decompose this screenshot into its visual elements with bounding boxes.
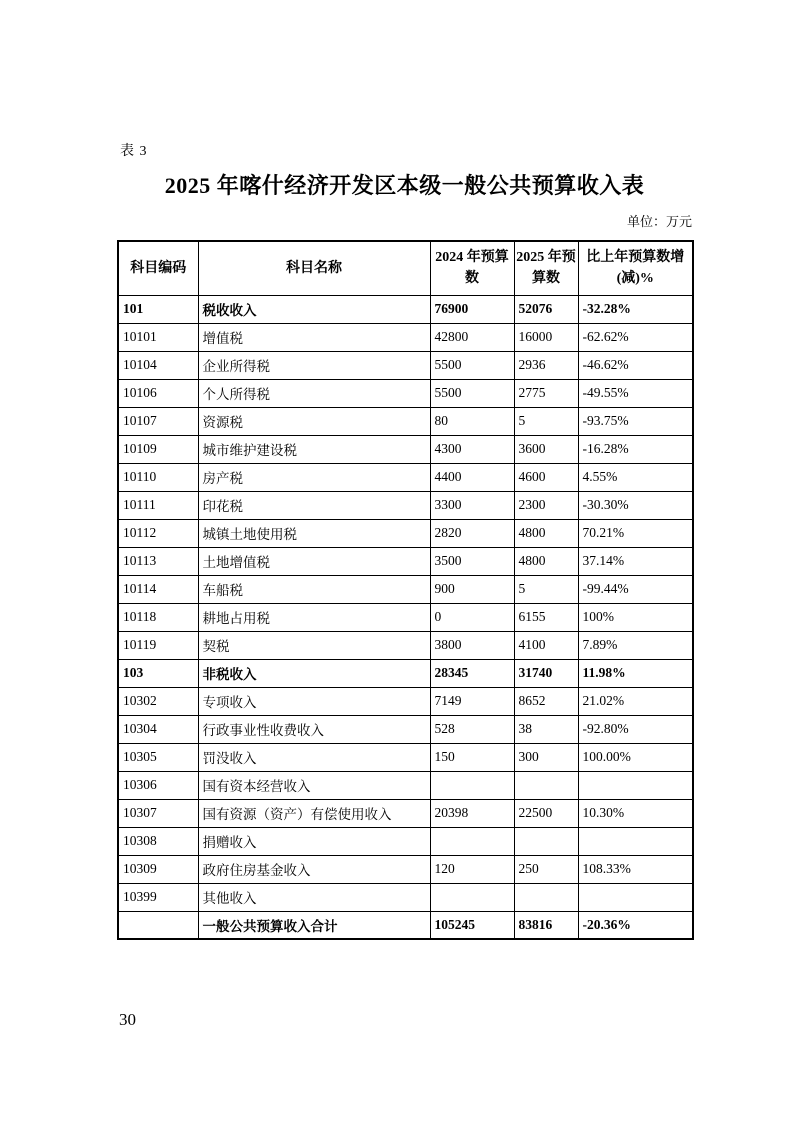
cell-name: 印花税 <box>198 491 430 519</box>
cell-y2025: 300 <box>514 743 578 771</box>
cell-code <box>118 911 198 939</box>
cell-pct: -30.30% <box>578 491 693 519</box>
table-row <box>118 463 693 491</box>
cell-pct: 11.98% <box>578 659 693 687</box>
cell-y2025: 52076 <box>514 295 578 323</box>
cell-pct: 108.33% <box>578 855 693 883</box>
cell-y2024: 120 <box>430 855 514 883</box>
cell-code: 10107 <box>118 407 198 435</box>
column-header-change: 比上年预算数增(减)% <box>578 241 693 295</box>
cell-code: 10118 <box>118 603 198 631</box>
cell-y2024: 5500 <box>430 379 514 407</box>
table-body <box>118 295 693 939</box>
cell-name: 其他收入 <box>198 883 430 911</box>
table-row <box>118 883 693 911</box>
cell-name: 耕地占用税 <box>198 603 430 631</box>
cell-name: 罚没收入 <box>198 743 430 771</box>
cell-pct <box>578 827 693 855</box>
unit-note: 单位：万元 <box>626 214 692 229</box>
cell-y2024: 4300 <box>430 435 514 463</box>
cell-y2025: 83816 <box>514 911 578 939</box>
table-row <box>118 547 693 575</box>
budget-revenue-table <box>117 240 694 940</box>
cell-y2024: 528 <box>430 715 514 743</box>
cell-y2024: 105245 <box>430 911 514 939</box>
cell-name: 国有资本经营收入 <box>198 771 430 799</box>
table-row <box>118 631 693 659</box>
cell-code: 10101 <box>118 323 198 351</box>
cell-pct: -20.36% <box>578 911 693 939</box>
cell-y2024: 80 <box>430 407 514 435</box>
cell-name: 捐赠收入 <box>198 827 430 855</box>
cell-name: 房产税 <box>198 463 430 491</box>
cell-y2025: 4800 <box>514 519 578 547</box>
cell-code: 10309 <box>118 855 198 883</box>
cell-y2024: 42800 <box>430 323 514 351</box>
cell-pct: -99.44% <box>578 575 693 603</box>
cell-name: 企业所得税 <box>198 351 430 379</box>
cell-y2025: 250 <box>514 855 578 883</box>
table-row <box>118 855 693 883</box>
cell-name: 专项收入 <box>198 687 430 715</box>
column-header-2025: 2025 年预算数 <box>514 241 578 295</box>
cell-code: 10119 <box>118 631 198 659</box>
cell-y2025 <box>514 883 578 911</box>
cell-y2025: 3600 <box>514 435 578 463</box>
cell-y2025: 4800 <box>514 547 578 575</box>
table-row <box>118 407 693 435</box>
cell-code: 10109 <box>118 435 198 463</box>
cell-pct: 7.89% <box>578 631 693 659</box>
table-row <box>118 771 693 799</box>
cell-pct: -16.28% <box>578 435 693 463</box>
cell-code: 10106 <box>118 379 198 407</box>
cell-y2025: 2936 <box>514 351 578 379</box>
cell-y2024 <box>430 771 514 799</box>
cell-y2025: 31740 <box>514 659 578 687</box>
cell-y2024: 5500 <box>430 351 514 379</box>
cell-name: 非税收入 <box>198 659 430 687</box>
cell-y2025: 8652 <box>514 687 578 715</box>
cell-y2025: 38 <box>514 715 578 743</box>
cell-pct: -62.62% <box>578 323 693 351</box>
table-row <box>118 827 693 855</box>
cell-code: 10305 <box>118 743 198 771</box>
cell-pct: 37.14% <box>578 547 693 575</box>
cell-y2025: 6155 <box>514 603 578 631</box>
cell-name: 税收收入 <box>198 295 430 323</box>
cell-name: 行政事业性收费收入 <box>198 715 430 743</box>
cell-pct: -93.75% <box>578 407 693 435</box>
cell-pct <box>578 883 693 911</box>
cell-pct: 21.02% <box>578 687 693 715</box>
table-row <box>118 715 693 743</box>
cell-name: 城市维护建设税 <box>198 435 430 463</box>
cell-code: 10114 <box>118 575 198 603</box>
cell-code: 10112 <box>118 519 198 547</box>
table-row <box>118 295 693 323</box>
cell-y2024 <box>430 827 514 855</box>
header-row <box>118 241 693 295</box>
page-number: 30 <box>119 1010 136 1029</box>
cell-y2025 <box>514 827 578 855</box>
column-header-code: 科目编码 <box>118 241 198 295</box>
cell-y2024: 76900 <box>430 295 514 323</box>
cell-y2025: 2300 <box>514 491 578 519</box>
cell-name: 城镇土地使用税 <box>198 519 430 547</box>
cell-code: 10104 <box>118 351 198 379</box>
cell-code: 10399 <box>118 883 198 911</box>
cell-name: 个人所得税 <box>198 379 430 407</box>
cell-pct: -49.55% <box>578 379 693 407</box>
cell-pct: 100.00% <box>578 743 693 771</box>
cell-pct: -32.28% <box>578 295 693 323</box>
cell-y2024: 7149 <box>430 687 514 715</box>
cell-y2025: 16000 <box>514 323 578 351</box>
cell-y2025: 22500 <box>514 799 578 827</box>
table-row <box>118 659 693 687</box>
table-row <box>118 743 693 771</box>
cell-code: 10111 <box>118 491 198 519</box>
table-row <box>118 323 693 351</box>
cell-name: 增值税 <box>198 323 430 351</box>
cell-y2024: 0 <box>430 603 514 631</box>
cell-y2025: 4100 <box>514 631 578 659</box>
cell-y2024: 3800 <box>430 631 514 659</box>
table-row <box>118 519 693 547</box>
cell-pct: 70.21% <box>578 519 693 547</box>
cell-code: 10308 <box>118 827 198 855</box>
cell-pct: -46.62% <box>578 351 693 379</box>
column-header-2024: 2024 年预算数 <box>430 241 514 295</box>
cell-name: 资源税 <box>198 407 430 435</box>
cell-code: 10110 <box>118 463 198 491</box>
cell-y2025: 5 <box>514 407 578 435</box>
cell-y2025: 4600 <box>514 463 578 491</box>
cell-pct: 4.55% <box>578 463 693 491</box>
cell-name: 契税 <box>198 631 430 659</box>
cell-name: 一般公共预算收入合计 <box>198 911 430 939</box>
cell-y2025: 2775 <box>514 379 578 407</box>
table-row <box>118 799 693 827</box>
cell-code: 103 <box>118 659 198 687</box>
table-row <box>118 491 693 519</box>
cell-y2024 <box>430 883 514 911</box>
cell-y2024: 28345 <box>430 659 514 687</box>
page-title: 2025 年喀什经济开发区本级一般公共预算收入表 <box>164 173 645 198</box>
table-row <box>118 603 693 631</box>
table-row <box>118 687 693 715</box>
cell-y2025 <box>514 771 578 799</box>
cell-y2025: 5 <box>514 575 578 603</box>
table-row <box>118 911 693 939</box>
cell-code: 10306 <box>118 771 198 799</box>
table-header <box>118 241 693 295</box>
cell-code: 10302 <box>118 687 198 715</box>
cell-y2024: 2820 <box>430 519 514 547</box>
cell-pct: 100% <box>578 603 693 631</box>
cell-name: 国有资源（资产）有偿使用收入 <box>198 799 430 827</box>
cell-name: 车船税 <box>198 575 430 603</box>
cell-pct: -92.80% <box>578 715 693 743</box>
cell-code: 101 <box>118 295 198 323</box>
cell-y2024: 20398 <box>430 799 514 827</box>
cell-y2024: 3300 <box>430 491 514 519</box>
cell-y2024: 150 <box>430 743 514 771</box>
table-row <box>118 575 693 603</box>
column-header-name: 科目名称 <box>198 241 430 295</box>
table-row <box>118 351 693 379</box>
cell-y2024: 3500 <box>430 547 514 575</box>
cell-name: 政府住房基金收入 <box>198 855 430 883</box>
cell-code: 10307 <box>118 799 198 827</box>
cell-code: 10304 <box>118 715 198 743</box>
table-number-label: 表 3 <box>120 144 148 159</box>
cell-pct <box>578 771 693 799</box>
cell-pct: 10.30% <box>578 799 693 827</box>
table-row <box>118 435 693 463</box>
cell-y2024: 900 <box>430 575 514 603</box>
cell-name: 土地增值税 <box>198 547 430 575</box>
cell-code: 10113 <box>118 547 198 575</box>
cell-y2024: 4400 <box>430 463 514 491</box>
table-row <box>118 379 693 407</box>
